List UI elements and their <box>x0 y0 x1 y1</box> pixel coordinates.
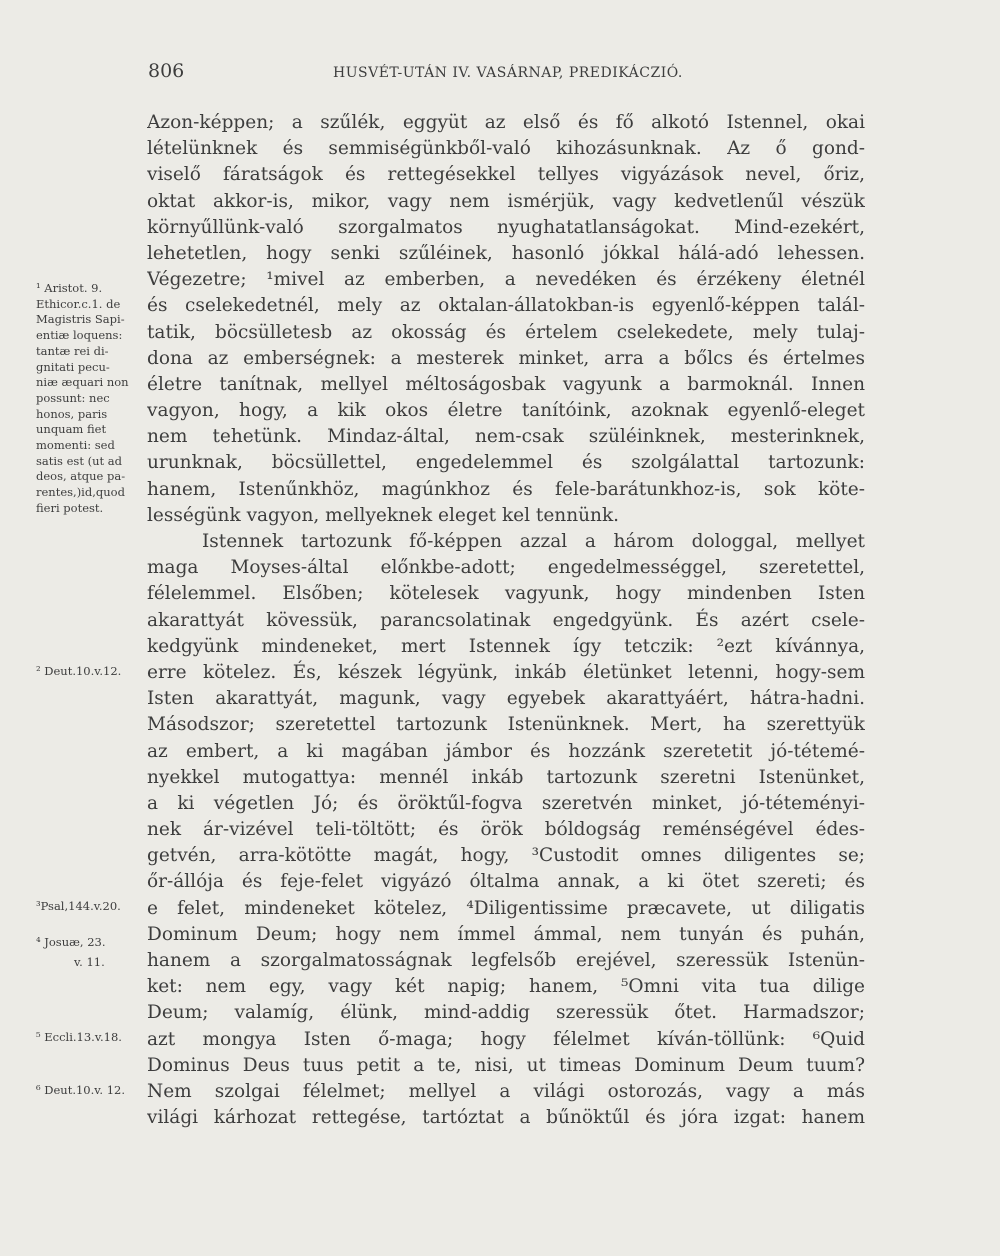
text-line: e felet, mindeneket kötelez, ⁴Diligentissime præcavete, ut diligatis <box>147 897 865 919</box>
text-line: hanem a szorgalmatosságnak legfelsőb erejével, szeressük Istenün- <box>147 950 865 971</box>
text-line: és cselekedetnél, mely az oktalan-állatokban-is egyenlő-képpen talál- <box>147 295 865 317</box>
text-line: oktat akkor-is, mikor, vagy nem ismérjük, vagy kedvetlenűl vészük <box>147 190 865 212</box>
text-line: azt mongya Isten ő-maga; hogy félelmet kíván-töllünk: ⁶Quid <box>147 1028 865 1050</box>
margin-line: Ethicor.c.1. de <box>36 296 121 311</box>
margin-note-psalm-144: ³Psal,144.v.20. <box>36 899 121 913</box>
margin-note-deut-10-second: ⁶ Deut.10.v. 12. <box>36 1083 125 1097</box>
margin-line: honos, paris <box>36 406 108 421</box>
text-line: getvén, arra-kötötte magát, hogy, ³Custodit omnes diligentes se; <box>147 845 865 867</box>
text-line: világi kárhozat rettegése, tartóztat a bűnöktűl és jóra izgat: hanem <box>147 1107 865 1129</box>
text-line: kedgyünk mindeneket, mert Istennek így tetczik: ²ezt kívánnya, <box>147 635 865 657</box>
margin-note-josue-23: ⁴ Josuæ, 23. <box>36 935 106 949</box>
text-line: lehetetlen, hogy senki szűléinek, hasonló jókkal hálá-adó lehessen. <box>147 242 865 264</box>
text-line: dona az emberségnek: a mesterek minket, arra a bőlcs és értelmes <box>147 347 865 369</box>
margin-line: fieri potest. <box>36 500 104 515</box>
text-line: lességünk vagyon, mellyeknek eleget kel tennünk. <box>147 504 620 526</box>
text-line: a ki végetlen Jó; és öröktűl-fogva szeretvén minket, jó-téteményi- <box>147 792 865 814</box>
margin-line: rentes,)id,quod <box>36 485 125 500</box>
text-line: félelemmel. Elsőben; kötelesek vagyunk, hogy mindenben Isten <box>147 583 865 605</box>
text-line: nem tehetünk. Mindaz-által, nem-csak szüléinknek, mesterinknek, <box>147 426 865 448</box>
margin-line: Magistris Sapi- <box>36 312 125 327</box>
text-line: életre tanítnak, mellyel méltoságosbak vagyunk a barmoknál. Innen <box>147 373 865 395</box>
margin-line: niæ æquari non <box>36 375 129 390</box>
text-line: Nem szolgai félelmet; mellyel a világi ostorozás, vagy a más <box>147 1080 865 1102</box>
text-line: Dominus Deus tuus petit a te, nisi, ut timeas Dominum Deum tuum? <box>147 1054 865 1076</box>
text-line: Másodszor; szeretettel tartozunk Istenünknek. Mert, ha szerettyük <box>147 714 865 736</box>
margin-line: deos, atque pa- <box>36 469 126 484</box>
text-line: Azon-képpen; a szűlék, eggyüt az első és fő alkotó Istennel, okai <box>147 112 865 133</box>
text-line: maga Moyses-által előnkbe-adott; engedelmességgel, szeretettel, <box>147 557 865 579</box>
page-number: 806 <box>148 60 185 82</box>
text-line: viselő fáratságok és rettegésekkel tellyes vigyázások nevel, őriz, <box>147 164 865 186</box>
text-line: Deum; valamíg, élünk, mind-addig szeressük őtet. Harmadszor; <box>147 1002 865 1024</box>
text-line: környűllünk-való szorgalmatos nyughatatlanságokat. Mind-ezekért, <box>147 216 865 238</box>
text-line: vagyon, hogy, a kik okos életre tanítóink, azoknak egyenlő-eleget <box>147 400 865 422</box>
margin-line: possunt: nec <box>36 390 110 405</box>
page-header <box>148 60 864 90</box>
margin-note-eccli-13: ⁵ Eccli.13.v.18. <box>36 1030 122 1044</box>
margin-note-josue-23-verse: v. 11. <box>74 955 105 969</box>
text-line: Istennek tartozunk fő-képpen azzal a három dologgal, mellyet <box>202 531 865 552</box>
text-line: urunknak, böcsüllettel, engedelemmel és szolgálattal tartozunk: <box>147 452 865 474</box>
main-text <box>147 110 865 1131</box>
margin-note-deut-10: ² Deut.10.v.12. <box>36 664 122 678</box>
running-title: HUSVÉT-UTÁN IV. VASÁRNAP, PREDIKÁCZIÓ. <box>333 65 683 81</box>
margin-line: tantæ rei di- <box>36 343 109 358</box>
text-line: hanem, Istenűnkhöz, magúnkhoz és fele-barátunkhoz-is, sok köte- <box>147 478 865 500</box>
text-line: Isten akarattyát, magunk, vagy egyebek akarattyáért, hátra-hadni. <box>147 688 865 710</box>
text-line: nyekkel mutogattya: mennél inkáb tartozunk szeretni Istenünket, <box>147 766 865 788</box>
text-line: az embert, a ki magában jámbor és hozzánk szeretetit jó-tétemé- <box>147 740 865 762</box>
margin-note-aristotle <box>36 281 148 517</box>
text-line: tatik, böcsülletesb az okosság és értelem cselekedete, mely tulaj- <box>147 321 865 343</box>
margin-line: satis est (ut ad <box>36 453 122 468</box>
margin-line: ¹ Aristot. 9. <box>36 281 103 295</box>
text-line: ket: nem egy, vagy két napig; hanem, ⁵Omni vita tua dilige <box>147 976 865 998</box>
text-line: erre kötelez. És, készek légyünk, inkáb életünket letenni, hogy-sem <box>147 661 865 683</box>
margin-line: gnitati pecu- <box>36 359 110 374</box>
text-line: Dominum Deum; hogy nem ímmel ámmal, nem tunyán és puhán, <box>147 923 865 945</box>
margin-line: entiæ loquens: <box>36 328 123 343</box>
text-line: lételünknek és semmiségünkből-való kihozásunknak. Az ő gond- <box>147 138 865 160</box>
text-line: őr-állója és feje-felet vigyázó óltalma annak, a ki ötet szereti; és <box>147 871 865 893</box>
margin-line: momenti: sed <box>36 438 115 453</box>
margin-line: unquam fiet <box>36 422 107 437</box>
text-line: Végezetre; ¹mivel az emberben, a nevedéken és érzékeny életnél <box>147 269 865 291</box>
text-line: akarattyát kövessük, parancsolatinak engedgyünk. És azért csele- <box>147 609 865 631</box>
text-line: nek ár-vizével teli-töltött; és örök bóldogság reménségével édes- <box>147 819 865 841</box>
